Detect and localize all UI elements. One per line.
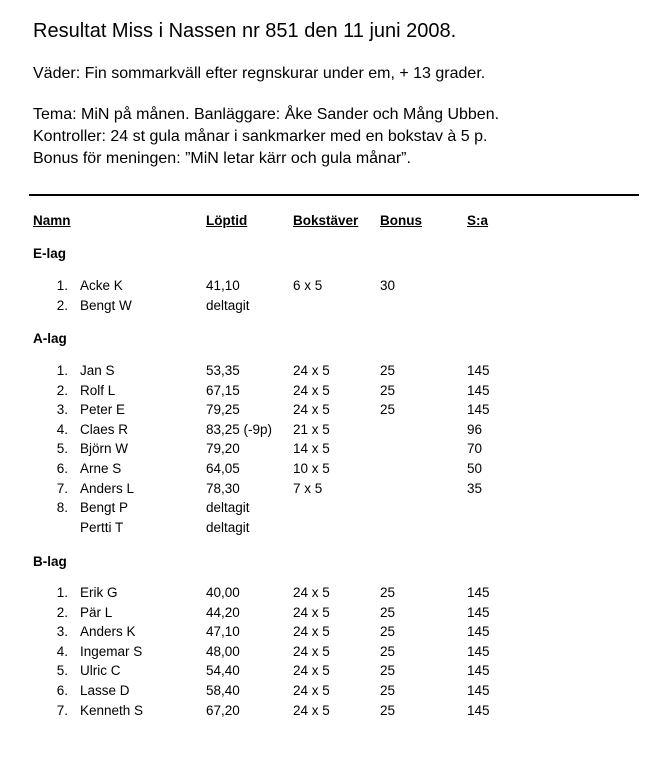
cell-name: Anders L — [80, 480, 135, 496]
header-bonus: Bonus — [380, 213, 422, 228]
cell-num: 1. — [56, 363, 68, 378]
result-row — [0, 278, 654, 297]
cell-bonus: 25 — [380, 402, 396, 418]
cell-num: 4. — [56, 643, 68, 659]
cell-bonus: 25 — [380, 683, 396, 698]
cell-letters: 24 x 5 — [293, 382, 330, 398]
cell-letters: 6 x 5 — [293, 278, 323, 293]
cell-num: 1. — [56, 278, 68, 293]
header-time: Löptid — [206, 213, 248, 228]
cell-time: 53,35 — [206, 363, 240, 378]
cell-time: deltagit — [206, 500, 250, 516]
cell-num: 7. — [56, 480, 68, 496]
cell-num: 5. — [56, 441, 68, 457]
cell-num: 4. — [56, 421, 68, 437]
cell-bonus: 25 — [380, 643, 396, 659]
cell-time: deltagit — [206, 519, 250, 535]
cell-name: Peter E — [80, 402, 126, 418]
cell-time: 83,25 (-9p) — [206, 421, 273, 437]
cell-name: Ingemar S — [80, 643, 143, 659]
controls-line: Kontroller: 24 st gula månar i sankmarker med en bokstav à 5 p. — [33, 128, 488, 145]
cell-time: 79,20 — [206, 441, 240, 457]
result-row — [0, 624, 654, 643]
cell-name: Acke K — [80, 278, 123, 293]
cell-letters: 24 x 5 — [293, 585, 330, 600]
cell-letters: 21 x 5 — [293, 421, 330, 437]
cell-letters: 10 x 5 — [293, 461, 330, 476]
cell-time: 54,40 — [206, 663, 240, 679]
group-label: A-lag — [33, 331, 67, 346]
result-row — [0, 422, 654, 441]
cell-sum: 70 — [467, 441, 483, 457]
cell-letters: 24 x 5 — [293, 663, 330, 679]
cell-name: Anders K — [80, 624, 136, 640]
cell-bonus: 25 — [380, 624, 396, 640]
cell-time: 47,10 — [206, 624, 240, 640]
result-row — [0, 520, 654, 539]
document-title: Resultat Miss i Nassen nr 851 den 11 juni 2008. — [33, 20, 457, 42]
result-row — [0, 441, 654, 460]
cell-num: 8. — [56, 500, 68, 516]
cell-bonus: 25 — [380, 604, 396, 620]
result-row — [0, 683, 654, 702]
cell-name: Rolf L — [80, 382, 116, 398]
cell-sum: 145 — [467, 604, 490, 620]
cell-sum: 96 — [467, 421, 483, 437]
result-row — [0, 644, 654, 663]
cell-name: Claes R — [80, 421, 129, 437]
result-row — [0, 461, 654, 480]
cell-num: 2. — [56, 604, 68, 620]
cell-sum: 145 — [467, 624, 490, 640]
weather-line: Väder: Fin sommarkväll efter regnskurar under em, + 13 grader. — [33, 65, 486, 82]
theme-line: Tema: MiN på månen. Banläggare: Åke Sander och Mång Ubben. — [33, 106, 500, 123]
cell-time: 78,30 — [206, 480, 240, 496]
cell-sum: 50 — [467, 461, 483, 476]
result-row — [0, 363, 654, 382]
cell-bonus: 25 — [380, 663, 396, 679]
cell-sum: 35 — [467, 480, 483, 496]
cell-time: 67,15 — [206, 382, 240, 398]
cell-sum: 145 — [467, 663, 490, 679]
cell-time: deltagit — [206, 297, 250, 313]
cell-num: 5. — [56, 663, 68, 679]
cell-letters: 7 x 5 — [293, 480, 323, 496]
cell-name: Pertti T — [80, 519, 124, 535]
cell-num: 7. — [56, 702, 68, 718]
cell-name: Bengt W — [80, 297, 132, 313]
bonus-sentence-line: Bonus för meningen: ”MiN letar kärr och gula månar”. — [33, 150, 411, 167]
cell-name: Lasse D — [80, 683, 130, 698]
cell-letters: 24 x 5 — [293, 643, 330, 659]
result-row — [0, 481, 654, 500]
group-label: B-lag — [33, 554, 67, 569]
header-sum: S:a — [467, 213, 489, 228]
result-row — [0, 663, 654, 682]
cell-letters: 24 x 5 — [293, 683, 330, 698]
cell-letters: 24 x 5 — [293, 402, 330, 418]
cell-sum: 145 — [467, 382, 490, 398]
cell-sum: 145 — [467, 643, 490, 659]
cell-time: 58,40 — [206, 683, 240, 698]
result-row — [0, 383, 654, 402]
cell-sum: 145 — [467, 683, 490, 698]
horizontal-rule — [29, 194, 639, 196]
cell-letters: 14 x 5 — [293, 441, 330, 457]
cell-name: Kenneth S — [80, 702, 144, 718]
cell-letters: 24 x 5 — [293, 702, 330, 718]
result-row — [0, 500, 654, 519]
cell-name: Erik G — [80, 585, 118, 600]
cell-time: 44,20 — [206, 604, 240, 620]
cell-bonus: 25 — [380, 585, 396, 600]
cell-time: 64,05 — [206, 461, 240, 476]
cell-time: 48,00 — [206, 643, 240, 659]
cell-name: Ulric C — [80, 663, 121, 679]
cell-num: 6. — [56, 683, 68, 698]
cell-sum: 145 — [467, 402, 490, 418]
cell-name: Bengt P — [80, 500, 129, 516]
cell-num: 3. — [56, 624, 68, 640]
cell-num: 1. — [56, 585, 68, 600]
cell-name: Arne S — [80, 461, 122, 476]
cell-bonus: 25 — [380, 382, 396, 398]
result-row — [0, 585, 654, 604]
result-row — [0, 703, 654, 722]
result-row — [0, 605, 654, 624]
header-name: Namn — [33, 213, 71, 228]
cell-sum: 145 — [467, 585, 490, 600]
cell-name: Jan S — [80, 363, 115, 378]
cell-sum: 145 — [467, 363, 490, 378]
cell-letters: 24 x 5 — [293, 624, 330, 640]
group-label: E-lag — [33, 246, 67, 261]
cell-letters: 24 x 5 — [293, 363, 330, 378]
cell-time: 79,25 — [206, 402, 240, 418]
cell-num: 6. — [56, 461, 68, 476]
result-row — [0, 402, 654, 421]
cell-bonus: 25 — [380, 702, 396, 718]
result-row — [0, 298, 654, 317]
cell-name: Pär L — [80, 604, 113, 620]
cell-letters: 24 x 5 — [293, 604, 330, 620]
cell-sum: 145 — [467, 702, 490, 718]
cell-num: 2. — [56, 382, 68, 398]
cell-time: 67,20 — [206, 702, 240, 718]
cell-time: 40,00 — [206, 585, 240, 600]
cell-time: 41,10 — [206, 278, 240, 293]
cell-bonus: 25 — [380, 363, 396, 378]
cell-bonus: 30 — [380, 278, 396, 293]
header-letters: Bokstäver — [293, 213, 359, 228]
cell-num: 2. — [56, 297, 68, 313]
cell-num: 3. — [56, 402, 68, 418]
cell-name: Björn W — [80, 441, 129, 457]
